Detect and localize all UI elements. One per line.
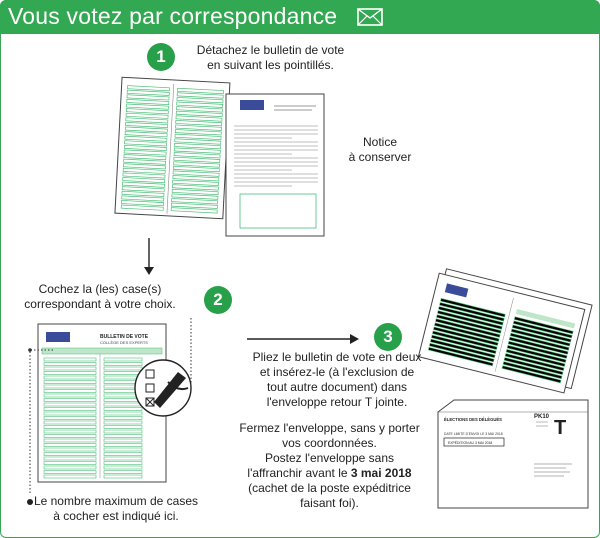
step-3-close-text: Fermez l'enveloppe, sans y porter vos coordonnées. Postez l'enveloppe sans l'affranchir avant le 3 mai 2018 (cachet de la poste expéditrice faisant foi).	[239, 421, 420, 510]
notice-label: Notice à conserver	[348, 135, 412, 164]
envelope-title: ÉLECTIONS DES DÉLÉGUÉS	[444, 417, 502, 422]
step-2-badge: 2	[204, 286, 232, 314]
envelope-deadline: DATE LIMITE D'ENVOI LE 3 MAI 2018	[444, 432, 503, 436]
max-cases-note: Le nombre maximum de cases à cocher est indiqué ici.	[33, 494, 199, 523]
envelope-t-mark: T	[554, 417, 567, 439]
arrow-right	[247, 333, 361, 345]
step-3-badge: 3	[374, 323, 402, 351]
envelope-date-box: EXPÉDITION AU 3 MAI 2018	[448, 441, 493, 445]
step-3-fold-text: Pliez le bulletin de vote en deux et insérez-le (à l'exclusion de tout autre document) dans l'enveloppe retour T jointe.	[252, 350, 422, 409]
bullet-dot	[27, 499, 33, 505]
page-title: Vous votez par correspondance	[8, 3, 338, 29]
step-1-text: Détachez le bulletin de vote en suivant les pointillés.	[196, 43, 345, 72]
ballot-subtitle: COLLÈGE DES EXPERTS	[100, 340, 148, 345]
deadline-date: 3 mai 2018	[350, 466, 412, 480]
ballot-title: BULLETIN DE VOTE	[99, 334, 149, 340]
return-envelope-illustration	[436, 398, 591, 510]
envelope-pk: PK10	[534, 414, 550, 420]
step-2-text: Cochez la (les) case(s) correspondant à votre choix.	[24, 282, 176, 311]
step-1-badge: 1	[147, 43, 175, 71]
